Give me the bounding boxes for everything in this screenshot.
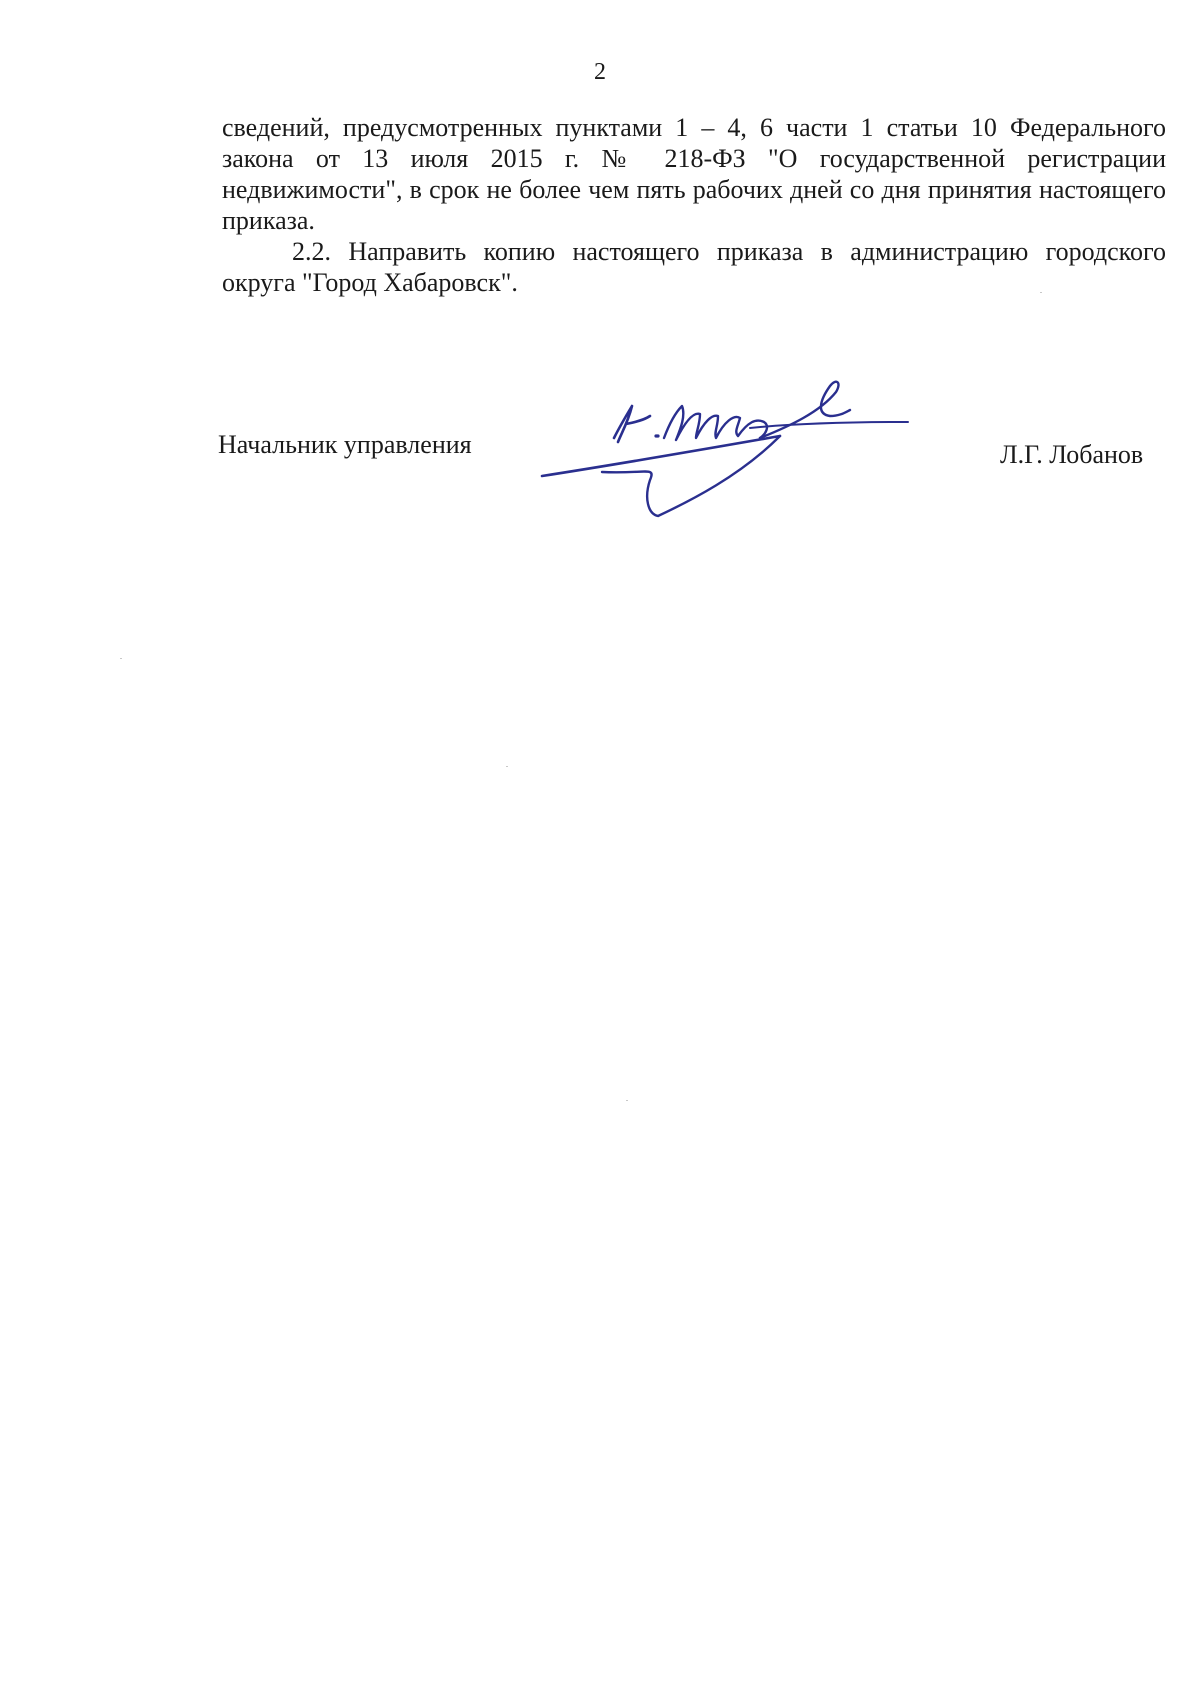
- handwritten-signature: [540, 376, 910, 526]
- scan-speck: [506, 766, 508, 767]
- signer-position-title: Начальник управления: [218, 430, 472, 459]
- document-body: [222, 112, 1166, 298]
- scan-speck: [626, 1100, 628, 1101]
- scan-speck: [120, 658, 122, 659]
- paragraph-2-2: 2.2. Направить копию настоящего приказа в администрацию городского округа "Город Хабаровск".: [222, 237, 1166, 297]
- paragraph-continuation: сведений, предусмотренных пунктами 1 – 4, 6 части 1 статьи 10 Федерального закона от 13 июля 2015 г. № 218-ФЗ "О государственной регистрации недвижимости", в срок не более чем пять рабочих дней со дня принятия настоящего приказа.: [222, 113, 1166, 235]
- scan-speck: [1040, 292, 1042, 293]
- page-number: 2: [594, 59, 606, 85]
- signer-name: Л.Г. Лобанов: [1000, 440, 1144, 469]
